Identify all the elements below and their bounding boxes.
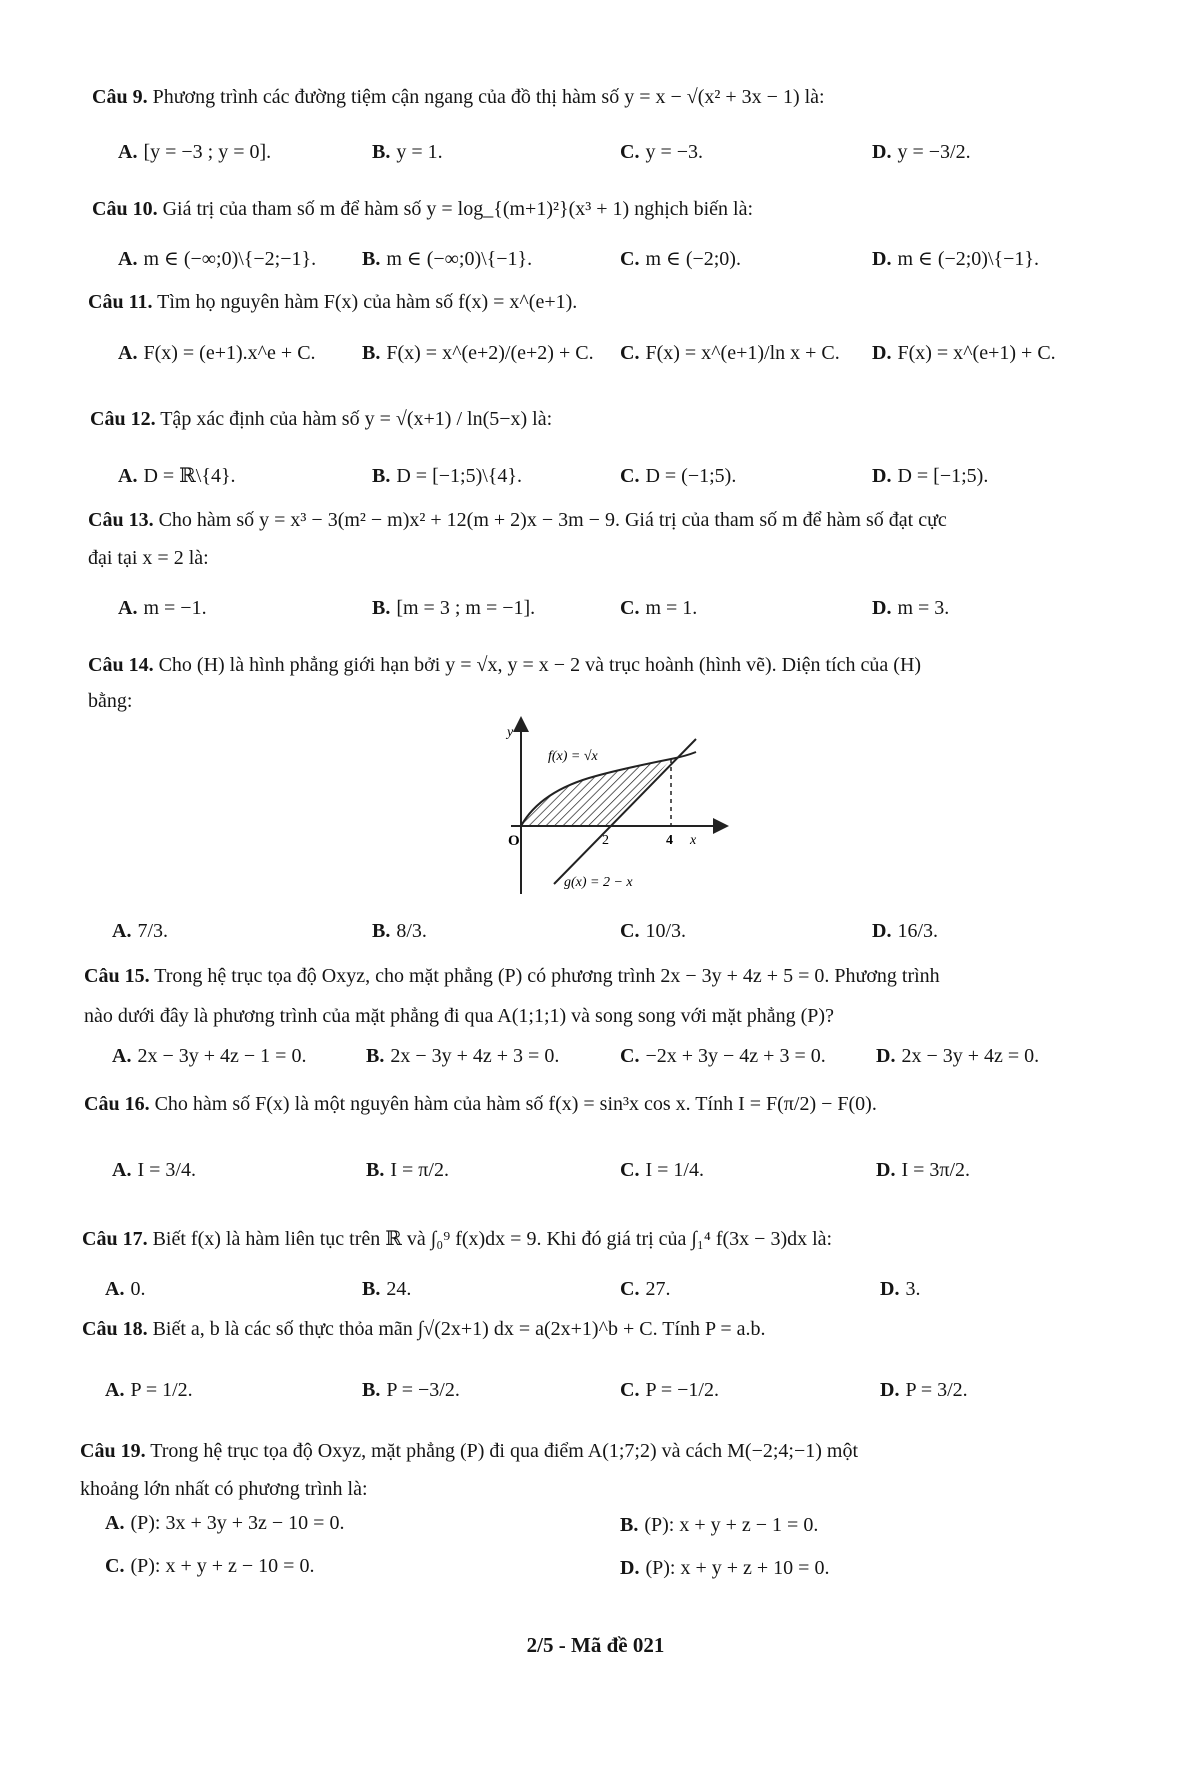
q17-option-a[interactable]: A. 0. <box>105 1278 146 1300</box>
q19-option-c[interactable]: C. (P): x + y + z − 10 = 0. <box>105 1555 315 1577</box>
q13-option-a[interactable]: A. m = −1. <box>118 597 207 619</box>
q15-option-c[interactable]: C. −2x + 3y − 4z + 3 = 0. <box>620 1045 826 1067</box>
q18-option-a[interactable]: A. P = 1/2. <box>105 1379 193 1401</box>
q19-option-a[interactable]: A. (P): 3x + 3y + 3z − 10 = 0. <box>105 1512 345 1534</box>
q19-option-d[interactable]: D. (P): x + y + z + 10 = 0. <box>620 1557 830 1579</box>
q17-option-c[interactable]: C. 27. <box>620 1278 671 1300</box>
q14-option-d[interactable]: D. 16/3. <box>872 920 939 942</box>
question-16-stem: Câu 16. Cho hàm số F(x) là một nguyên hàm của hàm số f(x) = sin³x cos x. Tính I = F(π/2) − F(0). <box>84 1093 877 1115</box>
q14-option-c[interactable]: C. 10/3. <box>620 920 687 942</box>
q12-option-a[interactable]: A. D = ℝ\{4}. <box>118 465 236 487</box>
q18-option-c[interactable]: C. P = −1/2. <box>620 1379 719 1401</box>
question-14-stem-continued: bằng: <box>88 690 133 712</box>
q11-option-c[interactable]: C. F(x) = x^(e+1)/ln x + C. <box>620 342 840 364</box>
question-19-stem-continued: khoảng lớn nhất có phương trình là: <box>80 1478 368 1500</box>
q11-option-b[interactable]: B. F(x) = x^(e+2)/(e+2) + C. <box>362 342 594 364</box>
question-18-stem: Câu 18. Biết a, b là các số thực thỏa mãn ∫√(2x+1) dx = a(2x+1)^b + C. Tính P = a.b. <box>82 1318 766 1340</box>
q18-option-d[interactable]: D. P = 3/2. <box>880 1379 968 1401</box>
q11-option-a[interactable]: A. F(x) = (e+1).x^e + C. <box>118 342 316 364</box>
question-11-stem: Câu 11. Tìm họ nguyên hàm F(x) của hàm số f(x) = x^(e+1). <box>88 291 578 313</box>
question-12-stem: Câu 12. Tập xác định của hàm số y = √(x+1) / ln(5−x) là: <box>90 408 553 430</box>
q15-option-a[interactable]: A. 2x − 3y + 4z − 1 = 0. <box>112 1045 307 1067</box>
q16-option-b[interactable]: B. I = π/2. <box>366 1159 449 1181</box>
x-axis-label: x <box>690 833 697 848</box>
q10-option-d[interactable]: D. m ∈ (−2;0)\{−1}. <box>872 248 1040 270</box>
q14-option-b[interactable]: B. 8/3. <box>372 920 427 942</box>
q18-option-b[interactable]: B. P = −3/2. <box>362 1379 460 1401</box>
tick-2-label: 2 <box>602 833 609 848</box>
q10-option-b[interactable]: B. m ∈ (−∞;0)\{−1}. <box>362 248 533 270</box>
q16-option-c[interactable]: C. I = 1/4. <box>620 1159 704 1181</box>
q13-option-c[interactable]: C. m = 1. <box>620 597 698 619</box>
q15-option-b[interactable]: B. 2x − 3y + 4z + 3 = 0. <box>366 1045 560 1067</box>
q17-option-b[interactable]: B. 24. <box>362 1278 412 1300</box>
q16-option-a[interactable]: A. I = 3/4. <box>112 1159 196 1181</box>
q17-option-d[interactable]: D. 3. <box>880 1278 921 1300</box>
page-footer: 2/5 - Mã đề 021 <box>526 1633 665 1657</box>
line-label: g(x) = 2 − x <box>564 875 633 890</box>
area-figure <box>496 714 736 904</box>
q16-option-d[interactable]: D. I = 3π/2. <box>876 1159 971 1181</box>
question-15-stem-continued: nào dưới đây là phương trình của mặt phẳng đi qua A(1;1;1) và song song với mặt phẳng (P)? <box>84 1005 834 1027</box>
q9-option-a[interactable]: A. [y = −3 ; y = 0]. <box>118 141 272 163</box>
q9-option-d[interactable]: D. y = −3/2. <box>872 141 971 163</box>
question-17-stem: Câu 17. Biết f(x) là hàm liên tục trên ℝ và ∫₀⁹ f(x)dx = 9. Khi đó giá trị của ∫₁⁴ f(3x − 3)dx là: <box>82 1228 833 1250</box>
question-19-stem: Câu 19. Trong hệ trục tọa độ Oxyz, mặt phẳng (P) đi qua điểm A(1;7;2) và cách M(−2;4;−1) một <box>80 1440 859 1462</box>
q12-option-d[interactable]: D. D = [−1;5). <box>872 465 989 487</box>
q9-option-b[interactable]: B. y = 1. <box>372 141 443 163</box>
question-14-stem: Câu 14. Cho (H) là hình phẳng giới hạn bởi y = √x, y = x − 2 và trục hoành (hình vẽ). Diện tích của (H) <box>88 654 922 676</box>
question-15-stem: Câu 15. Trong hệ trục tọa độ Oxyz, cho mặt phẳng (P) có phương trình 2x − 3y + 4z + 5 = 0. Phương trình <box>84 965 940 987</box>
q11-option-d[interactable]: D. F(x) = x^(e+1) + C. <box>872 342 1056 364</box>
q19-option-b[interactable]: B. (P): x + y + z − 1 = 0. <box>620 1514 819 1536</box>
origin-label: O <box>508 833 520 849</box>
question-13-stem: Câu 13. Cho hàm số y = x³ − 3(m² − m)x² + 12(m + 2)x − 3m − 9. Giá trị của tham số m để hàm số đạt cực <box>88 509 947 531</box>
shaded-region <box>521 759 671 826</box>
q13-option-b[interactable]: B. [m = 3 ; m = −1]. <box>372 597 536 619</box>
question-13-stem-continued: đại tại x = 2 là: <box>88 547 209 569</box>
question-10-stem: Câu 10. Giá trị của tham số m để hàm số y = log_{(m+1)²}(x³ + 1) nghịch biến là: <box>92 198 754 220</box>
y-axis-label: y <box>507 725 514 740</box>
tick-4-label: 4 <box>666 833 673 848</box>
question-9-stem: Câu 9. Phương trình các đường tiệm cận ngang của đồ thị hàm số y = x − √(x² + 3x − 1) là: <box>92 86 825 108</box>
q10-option-a[interactable]: A. m ∈ (−∞;0)\{−2;−1}. <box>118 248 317 270</box>
q12-option-c[interactable]: C. D = (−1;5). <box>620 465 737 487</box>
q10-option-c[interactable]: C. m ∈ (−2;0). <box>620 248 741 270</box>
curve-label: f(x) = √x <box>548 749 598 764</box>
q12-option-b[interactable]: B. D = [−1;5)\{4}. <box>372 465 522 487</box>
q14-option-a[interactable]: A. 7/3. <box>112 920 169 942</box>
q15-option-d[interactable]: D. 2x − 3y + 4z = 0. <box>876 1045 1040 1067</box>
q13-option-d[interactable]: D. m = 3. <box>872 597 950 619</box>
q9-option-c[interactable]: C. y = −3. <box>620 141 704 163</box>
